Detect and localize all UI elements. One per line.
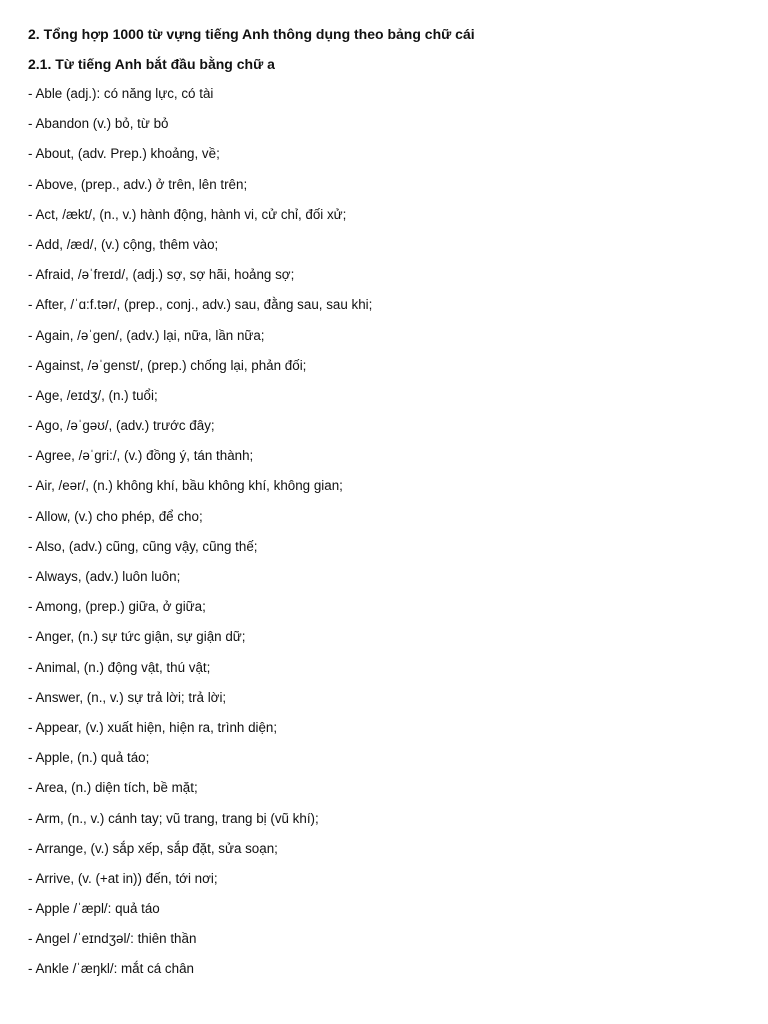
vocabulary-entry: - Against, /əˈgenst/, (prep.) chống lại, phản đối; <box>28 357 307 373</box>
vocabulary-entry: - About, (adv. Prep.) khoảng, về; <box>28 146 220 162</box>
vocabulary-entry: - Apple /ˈæpl/: quả táo <box>28 901 160 917</box>
vocabulary-entry: - Abandon (v.) bỏ, từ bỏ <box>28 116 169 132</box>
vocabulary-entry: - Arrive, (v. (+at in)) đến, tới nơi; <box>28 870 218 886</box>
vocabulary-entry: - Appear, (v.) xuất hiện, hiện ra, trình diện; <box>28 719 278 735</box>
vocabulary-list <box>28 84 748 979</box>
vocabulary-entry: - Answer, (n., v.) sự trả lời; trả lời; <box>28 689 227 705</box>
vocabulary-entry: - Agree, /əˈgri:/, (v.) đồng ý, tán thành; <box>28 448 254 464</box>
vocabulary-entry: - Allow, (v.) cho phép, để cho; <box>28 508 203 524</box>
vocabulary-entry: - Afraid, /əˈfreɪd/, (adj.) sợ, sợ hãi, hoảng sợ; <box>28 267 295 283</box>
vocabulary-entry: - Arrange, (v.) sắp xếp, sắp đặt, sửa soạn; <box>28 840 278 856</box>
vocabulary-entry: - Add, /æd/, (v.) cộng, thêm vào; <box>28 236 219 252</box>
vocabulary-entry: - Apple, (n.) quả táo; <box>28 750 150 766</box>
vocabulary-entry: - Ago, /əˈgəʊ/, (adv.) trước đây; <box>28 418 215 434</box>
subsection-title: 2.1. Từ tiếng Anh bắt đầu bằng chữ a <box>28 56 275 72</box>
vocabulary-entry: - After, /ˈɑ:f.tər/, (prep., conj., adv.) sau, đằng sau, sau khi; <box>28 297 373 313</box>
vocabulary-entry: - Anger, (n.) sự tức giận, sự giận dữ; <box>28 629 246 645</box>
vocabulary-entry: - Always, (adv.) luôn luôn; <box>28 569 181 584</box>
vocabulary-entry: - Among, (prep.) giữa, ở giữa; <box>28 599 206 615</box>
vocabulary-entry: - Angel /ˈeɪndʒəl/: thiên thần <box>28 931 197 947</box>
vocabulary-entry: - Area, (n.) diện tích, bề mặt; <box>28 780 198 796</box>
vocabulary-entry: - Able (adj.): có năng lực, có tài <box>28 86 214 101</box>
section-title: 2. Tổng hợp 1000 từ vựng tiếng Anh thông dụng theo bảng chữ cái <box>28 26 475 42</box>
vocabulary-entry: - Animal, (n.) động vật, thú vật; <box>28 659 211 675</box>
vocabulary-entry: - Above, (prep., adv.) ở trên, lên trên; <box>28 176 248 192</box>
vocabulary-entry: - Again, /əˈgen/, (adv.) lại, nữa, lần nữa; <box>28 327 265 343</box>
vocabulary-entry: - Air, /eər/, (n.) không khí, bầu không khí, không gian; <box>28 478 343 494</box>
vocabulary-entry: - Act, /ækt/, (n., v.) hành động, hành vi, cử chỉ, đối xử; <box>28 206 347 222</box>
document-page <box>28 24 748 990</box>
vocabulary-entry: - Age, /eɪdʒ/, (n.) tuổi; <box>28 387 158 403</box>
vocabulary-entry: - Also, (adv.) cũng, cũng vậy, cũng thế; <box>28 538 258 554</box>
vocabulary-entry: - Ankle /ˈæŋkl/: mắt cá chân <box>28 961 194 977</box>
vocabulary-entry: - Arm, (n., v.) cánh tay; vũ trang, trang bị (vũ khí); <box>28 810 319 826</box>
